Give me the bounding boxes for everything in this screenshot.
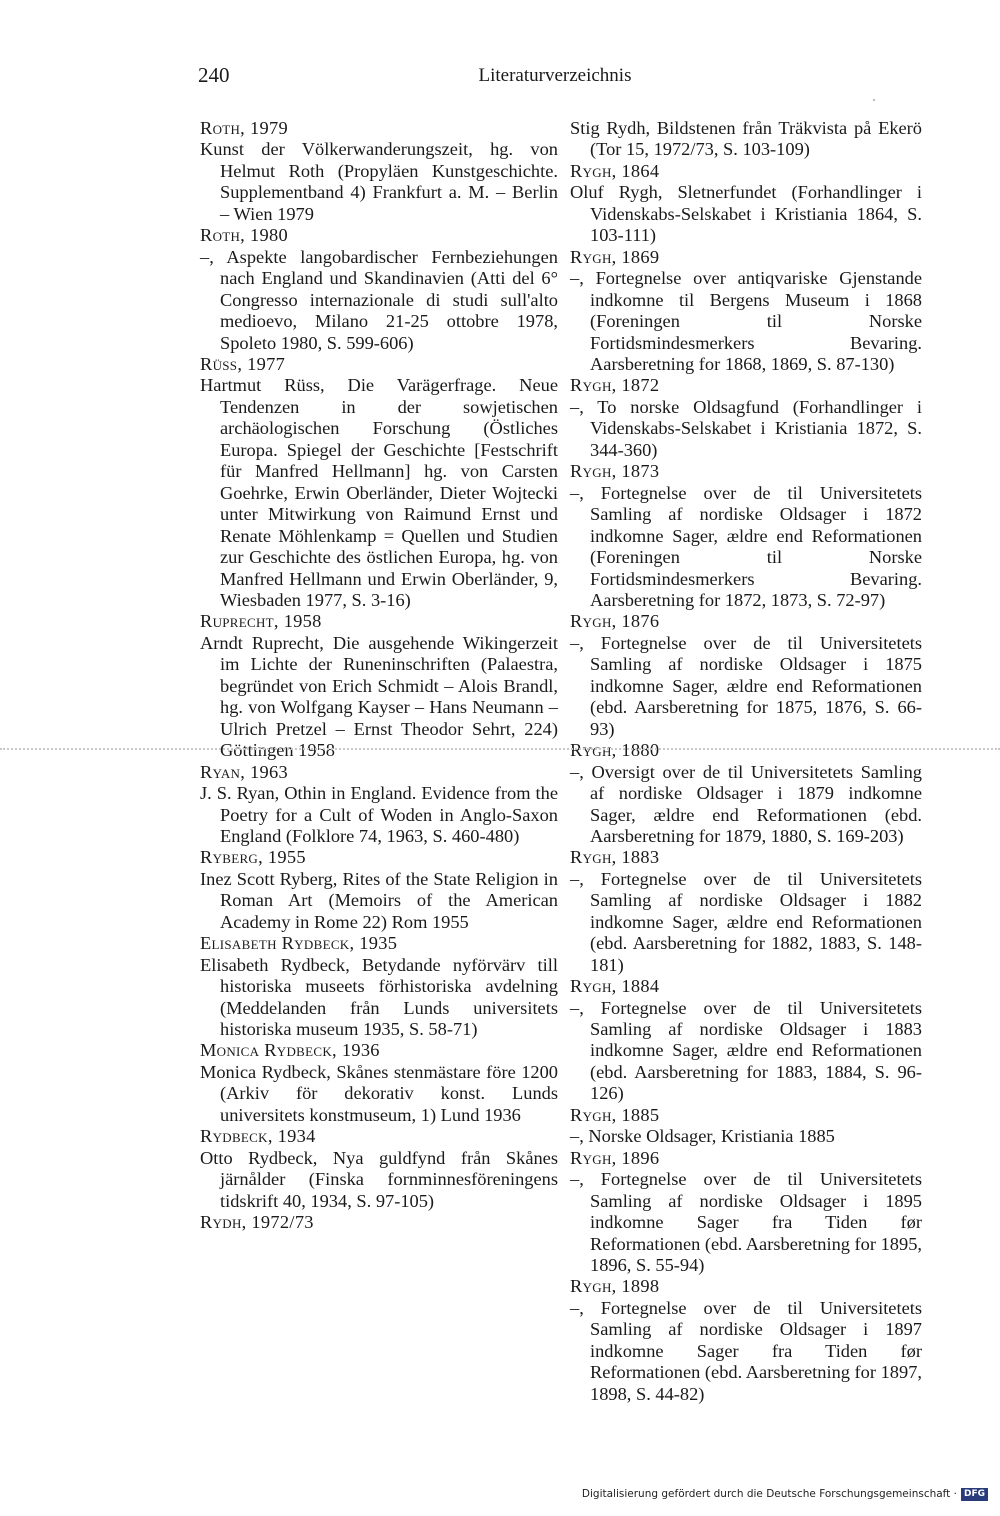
scan-fold-line [0, 748, 1000, 750]
digitization-credit [582, 1487, 988, 1501]
entry-body: Monica Rydbeck, Skånes stenmästare före 1200 (Arkiv för dekorativ konst. Lunds universitets konstmuseum, 1) Lund 1936 [200, 1061, 558, 1125]
bib-entry [200, 1040, 558, 1126]
bib-entry [200, 847, 558, 933]
entry-heading: Monica Rydbeck, 1936 [200, 1040, 380, 1061]
entry-body: –, Aspekte langobardischer Fernbeziehungen nach England und Skandinavien (Atti del 6° Congresso internazionale di studi sull'alto medioevo, Milano 21-25 ottobre 1978, Spoleto 1980, S. 599-606) [200, 246, 558, 353]
left-column [200, 118, 558, 1234]
bib-entry [200, 118, 558, 225]
page-number: 240 [198, 63, 230, 87]
entry-heading: Rygh, 1883 [570, 847, 660, 868]
bib-entry [200, 762, 558, 848]
bib-entry [570, 247, 922, 376]
entry-body: –, To norske Oldsagfund (Forhandlinger i Videnskabs-Selskabet i Kristiania 1872, S. 344-360) [570, 396, 922, 460]
entry-heading: Rygh, 1898 [570, 1276, 660, 1297]
bib-entry [570, 1105, 922, 1148]
bib-entry [570, 375, 922, 461]
bib-entry [200, 611, 558, 761]
dfg-logo: DFG [961, 1488, 988, 1501]
bib-entry [570, 611, 922, 740]
entry-body: Stig Rydh, Bildstenen från Träkvista på Ekerö (Tor 15, 1972/73, S. 103-109) [570, 118, 922, 160]
entry-body: Otto Rydbeck, Nya guldfynd från Skånes järnålder (Finska fornminnesföreningens tidskrift 40, 1934, S. 97-105) [200, 1147, 558, 1211]
bib-entry [570, 1276, 922, 1405]
running-head: Literaturverzeichnis [478, 65, 632, 86]
entry-body: –, Fortegnelse over de til Universitetets Samling af nordiske Oldsager i 1895 indkomne Sager fra Tiden før Reformationen (ebd. Aarsberetning for 1895, 1896, S. 55-94) [570, 1169, 922, 1276]
entry-heading: Rygh, 1864 [570, 160, 660, 181]
bib-entry [570, 161, 922, 247]
bib-entry [200, 225, 558, 354]
entry-heading: Rygh, 1880 [570, 740, 660, 761]
bib-entry [570, 1148, 922, 1277]
entry-heading: Ruprecht, 1958 [200, 611, 322, 632]
bib-entry [570, 847, 922, 976]
entry-body: Inez Scott Ryberg, Rites of the State Religion in Roman Art (Memoirs of the American Academy in Rome 22) Rom 1955 [200, 868, 558, 932]
entry-heading: Ryberg, 1955 [200, 847, 306, 868]
entry-body: –, Fortegnelse over de til Universitetets Samling af nordiske Oldsager i 1872 indkomne Sager, ældre end Reformationen (Foreningen til Norske Fortidsmindesmerkers Bevaring. Aarsberetning for 1872, 1873, S. 72-97) [570, 482, 922, 610]
entry-heading: Rydh, 1972/73 [200, 1212, 314, 1233]
entry-body: –, Fortegnelse over antiqvariske Gjenstande indkomne til Bergens Museum i 1868 (Foreningen til Norske Fortidsmindesmerkers Bevaring. Aarsberetning for 1868, 1869, S. 87-130) [570, 268, 922, 374]
bib-entry [570, 118, 922, 161]
entry-body: Hartmut Rüss, Die Varägerfrage. Neue Tendenzen in der sowjetischen archäologischen Forschung (Östliches Europa. Spiegel der Geschichte [Festschrift für Manfred Hellmann] hg. von Carsten Goehrke, Erwin Oberländer, Dieter Wojtecki unter Mitwirkung von Raimund Ernst und Renate Möhlenkamp = Quellen und Studien zur Geschichte des östlichen Europa, hg. von Manfred Hellmann und Erwin Oberländer, 9, Wiesbaden 1977, S. 3-16) [200, 375, 558, 610]
entry-heading: Rydbeck, 1934 [200, 1126, 316, 1147]
entry-body: –, Fortegnelse over de til Universitetets Samling af nordiske Oldsager i 1875 indkomne Sager, ældre end Reformationen (ebd. Aarsberetning for 1875, 1876, S. 66-93) [570, 632, 922, 739]
entry-body: –, Oversigt over de til Universitetets Samling af nordiske Oldsager i 1879 indkomne Sager, ældre end Reformationen (ebd. Aarsberetning for 1879, 1880, S. 169-203) [570, 761, 922, 846]
entry-body: Oluf Rygh, Sletnerfundet (Forhandlinger i Videnskabs-Selskabet i Kristiania 1864, S. 103-111) [570, 182, 922, 246]
entry-heading: Rygh, 1872 [570, 375, 660, 396]
entry-heading: Rygh, 1884 [570, 976, 660, 997]
bib-entry [200, 354, 558, 611]
entry-heading: Rygh, 1876 [570, 611, 660, 632]
bib-entry [200, 933, 558, 1040]
bib-entry [570, 976, 922, 1105]
entry-body: Kunst der Völkerwanderungszeit, hg. von Helmut Roth (Propyläen Kunstgeschichte. Supplementband 4) Frankfurt a. M. – Berlin – Wien 1979 [200, 139, 558, 224]
entry-body: –, Fortegnelse over de til Universitetets Samling af nordiske Oldsager i 1897 indkomne Sager fra Tiden før Reformationen (ebd. Aarsberetning for 1897, 1898, S. 44-82) [570, 1297, 922, 1404]
right-column [570, 118, 922, 1405]
entry-heading: Rygh, 1869 [570, 246, 660, 267]
entry-heading: Rüss, 1977 [200, 353, 286, 374]
entry-heading: Ryan, 1963 [200, 761, 288, 782]
bib-entry [200, 1212, 558, 1233]
bib-entry [200, 1126, 558, 1212]
bib-entry [570, 740, 922, 847]
entry-heading: Rygh, 1873 [570, 461, 660, 482]
entry-heading: Roth, 1980 [200, 225, 288, 246]
entry-heading: Elisabeth Rydbeck, 1935 [200, 933, 398, 954]
scan-speck [873, 99, 875, 101]
bib-entry [570, 461, 922, 611]
entry-heading: Rygh, 1885 [570, 1104, 660, 1125]
entry-body: –, Fortegnelse over de til Universitetets Samling af nordiske Oldsager i 1883 indkomne Sager, ældre end Reformationen (ebd. Aarsberetning for 1883, 1884, S. 96-126) [570, 997, 922, 1104]
credit-text: Digitalisierung gefördert durch die Deutsche Forschungsgemeinschaft · [581, 1488, 957, 1500]
entry-body: Elisabeth Rydbeck, Betydande nyförvärv till historiska museets förhistoriska avdelning (Meddelanden från Lunds universitets historiska museum 1935, S. 58-71) [200, 954, 558, 1040]
entry-body: –, Norske Oldsager, Kristiania 1885 [570, 1126, 835, 1147]
entry-body: –, Fortegnelse over de til Universitetets Samling af nordiske Oldsager i 1882 indkomne Sager, ældre end Reformationen (ebd. Aarsberetning for 1882, 1883, S. 148-181) [570, 868, 922, 975]
entry-heading: Roth, 1979 [200, 118, 288, 138]
entry-body: Arndt Ruprecht, Die ausgehende Wikingerzeit im Lichte der Runeninschriften (Palaestra, begründet von Erich Schmidt – Alois Brandl, hg. von Wolfgang Kayser – Hans Neumann – Ulrich Pretzel – Ernst Theodor Sehrt, 224) Göttingen 1958 [200, 632, 558, 761]
entry-heading: Rygh, 1896 [570, 1147, 660, 1168]
entry-body: J. S. Ryan, Othin in England. Evidence from the Poetry for a Cult of Woden in Anglo-Saxon England (Folklore 74, 1963, S. 460-480) [200, 783, 558, 846]
